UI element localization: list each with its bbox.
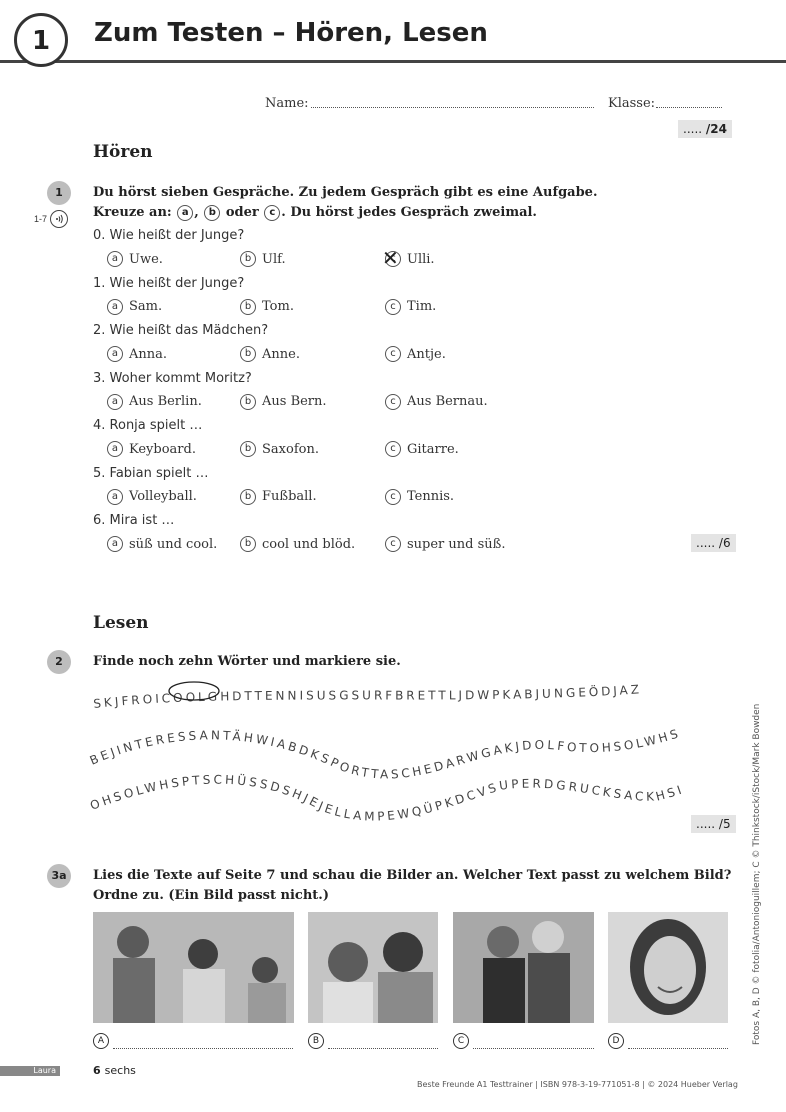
answer-option[interactable]: [240, 251, 286, 267]
answer-option[interactable]: [240, 536, 355, 552]
photo-d: [608, 912, 728, 1023]
option-letter-c-icon: c ✕: [385, 251, 401, 267]
option-label: cool und blöd.: [262, 536, 356, 552]
answer-option[interactable]: [385, 536, 505, 552]
answer-option[interactable]: [107, 394, 202, 410]
option-label: Ulf.: [262, 251, 286, 267]
answer-option[interactable]: [240, 299, 294, 315]
option-letter-c-icon: c: [385, 394, 401, 410]
label-d-icon: D: [608, 1033, 624, 1049]
answer-line-a[interactable]: [93, 1033, 293, 1049]
instruction-line-2: Kreuze an: a , b oder c . Du hörst jedes Gespräch zweimal.: [93, 205, 537, 220]
answer-option[interactable]: [107, 489, 197, 505]
hoeren-score-box[interactable]: [691, 534, 736, 552]
question-text: 2. Wie heißt das Mädchen?: [93, 323, 269, 338]
track-number: 1-7: [34, 214, 48, 224]
option-letter-a-icon: a: [107, 394, 123, 410]
label-c-icon: C: [453, 1033, 469, 1049]
option-letter-c-icon: c: [385, 346, 401, 362]
class-field[interactable]: [656, 98, 722, 108]
label-a-icon: A: [93, 1033, 109, 1049]
puzzle-line-1: SKJFROICOOLGHDTTENNISUSGSURFBRETTLJDWPKABJUNGEÖDJAZ: [92, 682, 643, 711]
answer-option[interactable]: [107, 536, 217, 552]
name-label: Name:: [265, 96, 309, 111]
ex3a-instruction-line-1: Lies die Texte auf Seite 7 und schau die Bilder an. Welcher Text passt zu welchem Bild?: [93, 868, 732, 883]
page-number: [93, 1064, 136, 1077]
instruction-suffix: . Du hörst jedes Gespräch zweimal.: [281, 205, 537, 220]
answer-option[interactable]: [240, 394, 327, 410]
lesen-score: /5: [718, 817, 731, 831]
score-blank: .....: [696, 536, 716, 550]
letter-a-icon: a: [177, 205, 193, 221]
option-label: Uwe.: [129, 251, 163, 267]
answer-option[interactable]: [107, 299, 162, 315]
header-rule: [0, 60, 786, 63]
option-letter-b-icon: b: [240, 394, 256, 410]
option-label: Sam.: [129, 299, 163, 314]
exercise-number-1: 1: [47, 181, 71, 205]
option-label: Fußball.: [262, 489, 317, 504]
answer-option[interactable]: [385, 299, 436, 315]
audio-track[interactable]: [34, 210, 68, 228]
option-label: super und süß.: [407, 536, 506, 552]
option-label: Anna.: [129, 346, 168, 362]
photo-b: [308, 912, 438, 1023]
lesen-score-box[interactable]: [691, 815, 736, 833]
answer-line-c[interactable]: [453, 1033, 594, 1049]
photo-c: [453, 912, 594, 1023]
option-letter-c-icon: c: [385, 536, 401, 552]
answer-line-d[interactable]: [608, 1033, 728, 1049]
option-letter-b-icon: b: [240, 489, 256, 505]
section-title-hoeren: Hören: [93, 142, 153, 162]
option-label: süß und cool.: [129, 536, 218, 552]
option-label: Anne.: [262, 346, 300, 362]
letter-c-icon: c: [264, 205, 280, 221]
photo-a: [93, 912, 294, 1023]
answer-option[interactable]: [385, 441, 459, 457]
option-label: Aus Berlin.: [129, 394, 202, 409]
option-label: Aus Bern.: [262, 394, 327, 409]
question-text: 6. Mira ist …: [93, 513, 175, 528]
answer-line-b[interactable]: [308, 1033, 438, 1049]
question-text: 0. Wie heißt der Junge?: [93, 228, 245, 243]
option-letter-b-icon: b: [240, 299, 256, 315]
score-blank: .....: [683, 122, 703, 136]
name-tab: Laura: [0, 1066, 60, 1076]
unit-number-badge: 1: [14, 13, 68, 67]
option-letter-b-icon: b: [240, 536, 256, 552]
puzzle-line-2: BEJINTERESSANTÄHWIABDKSPORTTASCHEDARWGAKJDOLFOTOHSOLWHS: [87, 725, 683, 782]
option-label: Saxofon.: [262, 441, 319, 457]
option-letter-b-icon: b: [240, 441, 256, 457]
option-label: Tennis.: [407, 489, 455, 504]
option-label: Tim.: [407, 299, 437, 314]
option-letter-c-icon: c: [385, 441, 401, 457]
photo-credits: Fotos A, B, D © fotolia/Antonioguillem; C © Thinkstock/iStock/Mark Bowden: [752, 703, 762, 1045]
option-letter-a-icon: a: [107, 489, 123, 505]
answer-option[interactable]: [385, 394, 488, 410]
answer-option[interactable]: [385, 346, 446, 362]
option-letter-a-icon: a: [107, 299, 123, 315]
answer-option[interactable]: [240, 346, 300, 362]
audio-icon: [50, 210, 68, 228]
answer-option[interactable]: [385, 489, 454, 505]
option-label: Ulli.: [407, 251, 435, 267]
answer-option[interactable]: [240, 489, 317, 505]
section-title-lesen: Lesen: [93, 613, 149, 633]
publisher-footer: Beste Freunde A1 Testtrainer | ISBN 978-3-19-771051-8 | © 2024 Hueber Verlag: [417, 1080, 738, 1089]
total-score: /24: [705, 122, 727, 136]
hoeren-score: /6: [718, 536, 731, 550]
option-letter-b-icon: b: [240, 251, 256, 267]
question-text: 5. Fabian spielt …: [93, 465, 209, 481]
score-blank: .....: [696, 817, 716, 831]
page-number-word: sechs: [104, 1064, 136, 1077]
option-letter-a-icon: a: [107, 441, 123, 457]
exercise-number-2: 2: [47, 650, 71, 674]
option-letter-c-icon: c: [385, 299, 401, 315]
option-label: Keyboard.: [129, 441, 196, 457]
option-label: Antje.: [407, 346, 446, 362]
ex3a-instruction-line-2: Ordne zu. (Ein Bild passt nicht.): [93, 888, 329, 903]
instruction-or: oder: [225, 205, 259, 220]
answer-option[interactable]: [107, 346, 167, 362]
page-number-digit: 6: [93, 1064, 101, 1077]
class-label: Klasse:: [608, 96, 656, 111]
answer-option[interactable]: [240, 441, 319, 457]
instruction-prefix: Kreuze an:: [93, 205, 172, 220]
answer-option[interactable]: [107, 441, 196, 457]
word-snake-puzzle[interactable]: [0, 670, 786, 840]
question-text: 3. Woher kommt Moritz?: [93, 370, 252, 386]
total-score-box[interactable]: [678, 120, 732, 138]
answer-option[interactable]: [385, 251, 435, 267]
answer-option[interactable]: [107, 251, 163, 267]
label-b-icon: B: [308, 1033, 324, 1049]
option-letter-b-icon: b: [240, 346, 256, 362]
option-letter-a-icon: a: [107, 536, 123, 552]
exercise-number-3a: 3a: [47, 864, 71, 888]
name-field[interactable]: [311, 98, 594, 108]
question-text: 4. Ronja spielt …: [93, 418, 203, 433]
lesen-instruction: Finde noch zehn Wörter und markiere sie.: [93, 654, 401, 669]
letter-b-icon: b: [204, 205, 220, 221]
option-label: Gitarre.: [407, 441, 459, 457]
option-label: Volleyball.: [129, 489, 197, 504]
option-label: Aus Bernau.: [407, 394, 488, 409]
puzzle-line-3: OHSOLWHSPTSCHÜSSDSHJEJELLAMPEWQÜPKDCVSUPERDGRUCKSACKHSI: [88, 772, 687, 824]
question-text: 1. Wie heißt der Junge?: [93, 275, 245, 291]
option-letter-a-icon: a: [107, 346, 123, 362]
instruction-line-1: Du hörst sieben Gespräche. Zu jedem Gespräch gibt es eine Aufgabe.: [93, 185, 598, 200]
option-letter-a-icon: a: [107, 251, 123, 267]
option-label: Tom.: [262, 299, 294, 314]
option-letter-c-icon: c: [385, 489, 401, 505]
page-title: Zum Testen – Hören, Lesen: [94, 18, 488, 48]
